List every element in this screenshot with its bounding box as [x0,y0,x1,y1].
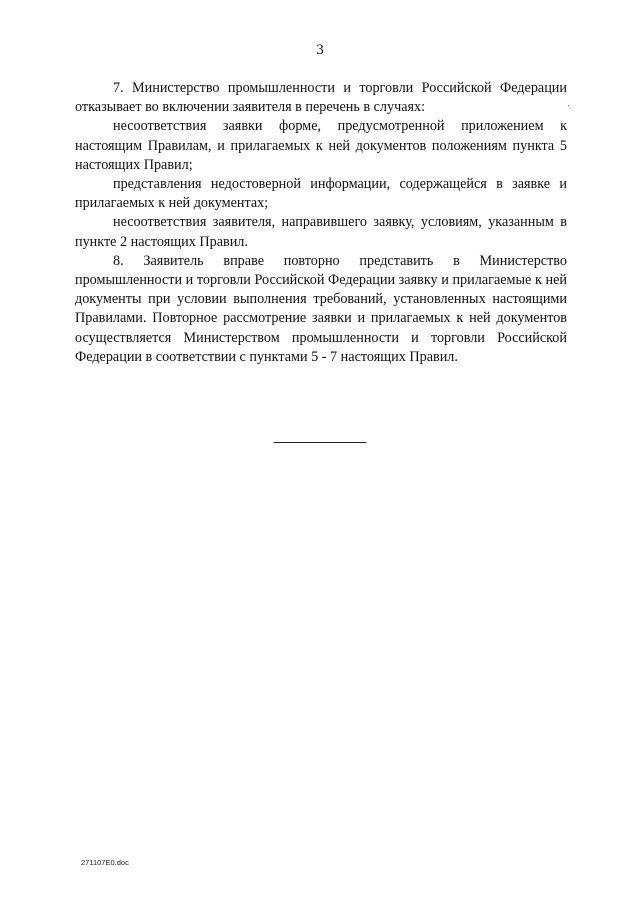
footer-document-code: 271107E0.doc [81,858,129,867]
paragraph-7-case-false-info: представления недостоверной информации, содержащейся в заявке и прилагаемых к ней документах; [75,176,567,212]
page-number: 3 [316,42,324,58]
scan-speck [568,105,569,106]
document-body [75,79,567,367]
paragraph-7-case-form: несоответствия заявки форме, предусмотренной приложением к настоящим Правилам, и прилагаемых к ней документов положениям пункта 5 настоящих Правил; [75,118,567,173]
paragraph-7-case-mismatch: несоответствия заявителя, направившего заявку, условиям, указанным в пункте 2 настоящих Правил. [75,214,567,250]
end-separator-line [274,442,366,443]
paragraph-7-intro: 7. Министерство промышленности и торговли Российской Федерации отказывает во включении заявителя в перечень в случаях: [75,80,567,116]
paragraph-8: 8. Заявитель вправе повторно представить в Министерство промышленности и торговли Российской Федерации заявку и прилагаемые к ней документы при условии выполнения требований, установленных настоящими Правилами. Повторное рассмотрение заявки и прилагаемых к ней документов осуществляется Министерством промышленности и торговли Российской Федерации в соответствии с пунктами 5 - 7 настоящих Правил. [75,252,567,365]
